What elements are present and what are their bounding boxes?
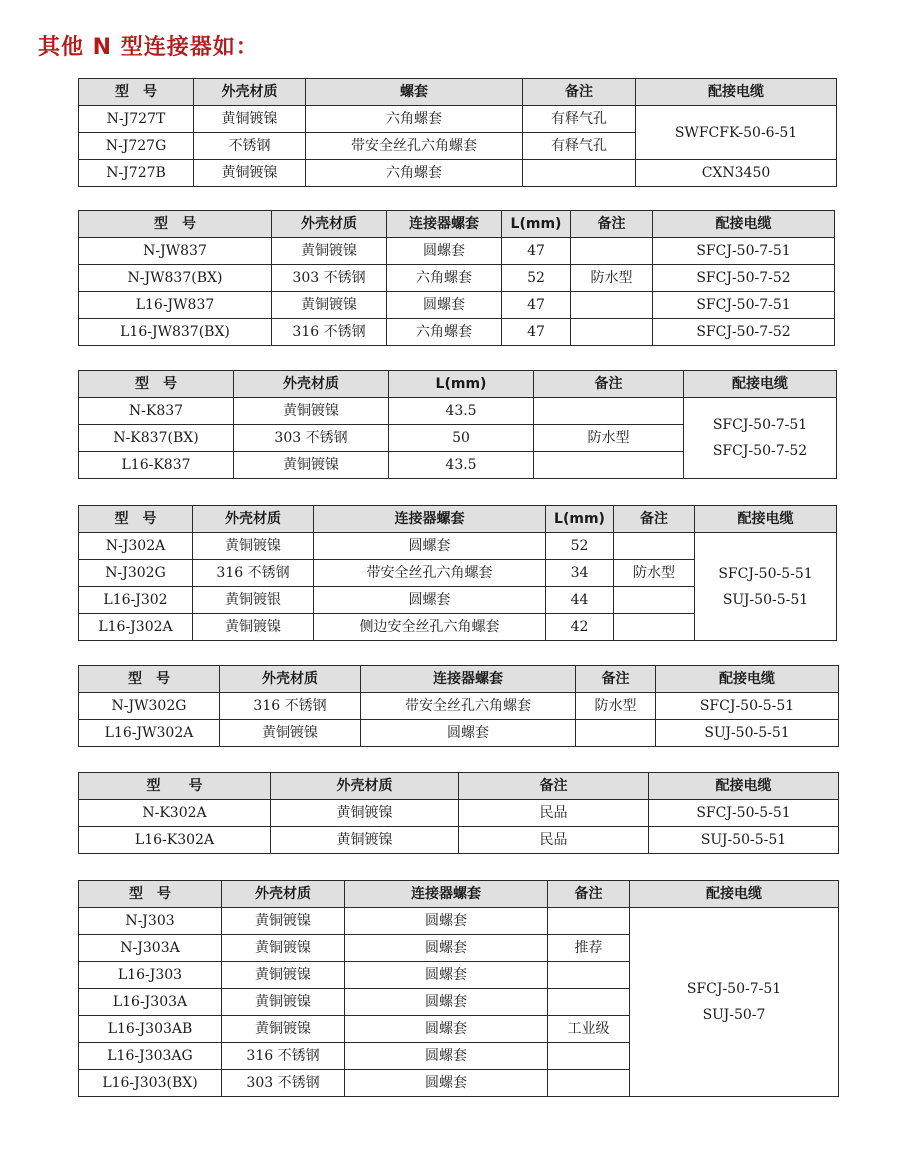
cell-material: 黄铜镀镍 [193,614,314,641]
cell-length: 44 [546,587,614,614]
header-remark: 备注 [459,773,649,800]
cell-nut: 圆螺套 [387,238,502,265]
cell-model: N-J302A [79,533,193,560]
cell-remark: 防水型 [576,693,656,720]
cell-nut: 圆螺套 [314,533,546,560]
cell-model: L16-JW837 [79,292,272,319]
header-length: L(mm) [389,371,534,398]
spec-table-n-jw837 [78,210,835,346]
cell-model: L16-J303(BX) [79,1070,222,1097]
header-model: 型 号 [79,666,220,693]
cell-cable: CXN3450 [636,160,837,187]
spec-table-n-jw302 [78,665,839,747]
cell-nut: 带安全丝孔六角螺套 [314,560,546,587]
cell-cable: SFCJ-50-7-52 [653,265,835,292]
table-row [79,693,839,720]
header-cable: 配接电缆 [695,506,837,533]
header-cable: 配接电缆 [656,666,839,693]
cell-material: 316 不锈钢 [220,693,361,720]
cell-model: N-J727G [79,133,194,160]
cell-remark: 有释气孔 [523,133,636,160]
cell-model: N-K302A [79,800,271,827]
cell-nut: 圆螺套 [345,1016,548,1043]
header-cable: 配接电缆 [630,881,839,908]
cell-length: 52 [502,265,571,292]
cell-remark [548,962,630,989]
header-connector-nut: 连接器螺套 [387,211,502,238]
cell-material: 黄铜镀银 [193,587,314,614]
cell-model: N-JW837(BX) [79,265,272,292]
table-row [79,800,839,827]
cell-nut: 圆螺套 [345,989,548,1016]
cell-cable: SFCJ-50-7-52 [653,319,835,346]
cell-material: 303 不锈钢 [222,1070,345,1097]
page-title: 其他 N 型连接器如： [38,35,259,60]
table-header-row [79,506,837,533]
cell-remark [548,908,630,935]
header-housing-material: 外壳材质 [193,506,314,533]
cell-model: N-J727B [79,160,194,187]
table-row [79,106,837,133]
cell-cable: SFCJ-50-5-51 [649,800,839,827]
cell-cable: SUJ-50-5-51 [649,827,839,854]
cable-line: SUJ-50-7 [702,1007,766,1023]
header-model: 型 号 [79,371,234,398]
cell-material: 303 不锈钢 [234,425,389,452]
cell-material: 黄铜镀镍 [222,908,345,935]
cell-remark [523,160,636,187]
cell-remark: 民品 [459,800,649,827]
cell-nut: 六角螺套 [306,160,523,187]
cell-model: L16-J302 [79,587,193,614]
header-connector-nut: 连接器螺套 [361,666,576,693]
header-housing-material: 外壳材质 [222,881,345,908]
cell-model: N-K837 [79,398,234,425]
table-header-row [79,211,835,238]
cell-material: 黄铜镀镍 [272,238,387,265]
cell-material: 黄铜镀镍 [193,533,314,560]
cell-material: 316 不锈钢 [272,319,387,346]
cell-model: L16-J303 [79,962,222,989]
spec-table-n-j727 [78,78,837,187]
table-row [79,398,837,425]
table-row [79,827,839,854]
header-length: L(mm) [502,211,571,238]
cell-material: 黄铜镀镍 [271,827,459,854]
cell-material: 黄铜镀镍 [234,452,389,479]
cell-remark [548,1043,630,1070]
header-cable: 配接电缆 [684,371,837,398]
cell-remark [576,720,656,747]
spec-table-n-j303 [78,880,839,1097]
cell-remark [534,398,684,425]
cable-line: SFCJ-50-5-51 [718,565,813,582]
cell-nut: 圆螺套 [314,587,546,614]
cell-model: N-K837(BX) [79,425,234,452]
cell-model: N-J302G [79,560,193,587]
cell-remark [548,1070,630,1097]
header-remark: 备注 [614,506,695,533]
spec-table-n-k302 [78,772,839,854]
cell-length: 47 [502,292,571,319]
cell-material: 黄铜镀镍 [272,292,387,319]
header-model: 型 号 [79,506,193,533]
header-model: 型 号 [79,211,272,238]
header-length: L(mm) [546,506,614,533]
cell-nut: 圆螺套 [387,292,502,319]
cell-cable: SUJ-50-5-51 [656,720,839,747]
cell-cable [695,533,837,641]
header-housing-material: 外壳材质 [220,666,361,693]
header-model: 型 号 [79,881,222,908]
header-housing-material: 外壳材质 [272,211,387,238]
cell-remark [614,533,695,560]
cell-nut: 圆螺套 [345,908,548,935]
header-connector-nut: 连接器螺套 [345,881,548,908]
header-cable: 配接电缆 [636,79,837,106]
table-row [79,265,835,292]
header-remark: 备注 [571,211,653,238]
cell-remark: 工业级 [548,1016,630,1043]
cell-length: 47 [502,238,571,265]
cell-material: 303 不锈钢 [272,265,387,292]
cell-model: L16-J302A [79,614,193,641]
header-housing-material: 外壳材质 [194,79,306,106]
cell-model: N-J727T [79,106,194,133]
header-housing-material: 外壳材质 [234,371,389,398]
table-header-row [79,773,839,800]
header-cable: 配接电缆 [649,773,839,800]
cell-remark [571,238,653,265]
header-remark: 备注 [576,666,656,693]
spec-table-n-j302 [78,505,837,641]
cell-model: N-J303A [79,935,222,962]
cell-model: L16-JW302A [79,720,220,747]
cell-material: 黄铜镀镍 [222,962,345,989]
cell-material: 黄铜镀镍 [194,160,306,187]
cell-remark [614,614,695,641]
cell-remark [571,319,653,346]
cell-nut: 带安全丝孔六角螺套 [306,133,523,160]
table-row [79,908,839,935]
table-row [79,160,837,187]
table-header-row [79,881,839,908]
cell-length: 47 [502,319,571,346]
cell-nut: 六角螺套 [387,319,502,346]
cell-remark: 有释气孔 [523,106,636,133]
table-row [79,720,839,747]
cell-remark [548,989,630,1016]
table-row [79,292,835,319]
cell-cable: SWFCFK-50-6-51 [636,106,837,160]
cell-length: 43.5 [389,398,534,425]
cable-line: SFCJ-50-7-52 [712,443,808,459]
cell-length: 43.5 [389,452,534,479]
cell-material: 黄铜镀镍 [271,800,459,827]
cell-model: N-JW837 [79,238,272,265]
header-connector-nut: 连接器螺套 [314,506,546,533]
cell-length: 52 [546,533,614,560]
header-cable: 配接电缆 [653,211,835,238]
table-header-row [79,79,837,106]
cell-model: N-J303 [79,908,222,935]
cell-remark [534,452,684,479]
cell-model: L16-J303AG [79,1043,222,1070]
header-nut: 螺套 [306,79,523,106]
cell-model: L16-K837 [79,452,234,479]
cable-line: SFCJ-50-7-51 [712,417,808,433]
cell-material: 不锈钢 [194,133,306,160]
cell-model: N-JW302G [79,693,220,720]
cell-nut: 带安全丝孔六角螺套 [361,693,576,720]
table-header-row [79,666,839,693]
table-header-row [79,371,837,398]
table-row [79,238,835,265]
cell-material: 黄铜镀镍 [220,720,361,747]
cell-model: L16-K302A [79,827,271,854]
cell-material: 316 不锈钢 [193,560,314,587]
cell-remark [571,292,653,319]
header-model: 型 号 [79,79,194,106]
cell-remark [614,587,695,614]
cell-remark: 防水型 [534,425,684,452]
cell-material: 黄铜镀镍 [222,1016,345,1043]
cell-nut: 六角螺套 [306,106,523,133]
header-remark: 备注 [548,881,630,908]
cell-cable: SFCJ-50-5-51 [656,693,839,720]
cell-length: 50 [389,425,534,452]
cell-cable [630,908,839,1097]
cell-nut: 圆螺套 [361,720,576,747]
header-remark: 备注 [534,371,684,398]
spec-table-n-k837 [78,370,837,479]
cell-nut: 圆螺套 [345,1070,548,1097]
cell-material: 黄铜镀镍 [222,989,345,1016]
cell-material: 黄铜镀镍 [234,398,389,425]
cable-line: SFCJ-50-7-51 [686,981,782,997]
cell-nut: 圆螺套 [345,935,548,962]
cell-nut: 圆螺套 [345,962,548,989]
cell-nut: 圆螺套 [345,1043,548,1070]
cell-model: L16-JW837(BX) [79,319,272,346]
cell-cable: SFCJ-50-7-51 [653,238,835,265]
table-row [79,319,835,346]
header-remark: 备注 [523,79,636,106]
cell-cable [684,398,837,479]
cell-remark: 推荐 [548,935,630,962]
cell-material: 黄铜镀镍 [222,935,345,962]
cell-material: 黄铜镀镍 [194,106,306,133]
cell-model: L16-J303AB [79,1016,222,1043]
cell-material: 316 不锈钢 [222,1043,345,1070]
table-row [79,533,837,560]
cell-length: 34 [546,560,614,587]
cell-remark: 防水型 [571,265,653,292]
cable-line: SUJ-50-5-51 [722,591,809,608]
cell-length: 42 [546,614,614,641]
header-model: 型 号 [79,773,271,800]
cell-remark: 民品 [459,827,649,854]
cell-cable: SFCJ-50-7-51 [653,292,835,319]
cell-remark: 防水型 [614,560,695,587]
cell-nut: 侧边安全丝孔六角螺套 [314,614,546,641]
cell-nut: 六角螺套 [387,265,502,292]
header-housing-material: 外壳材质 [271,773,459,800]
cell-model: L16-J303A [79,989,222,1016]
